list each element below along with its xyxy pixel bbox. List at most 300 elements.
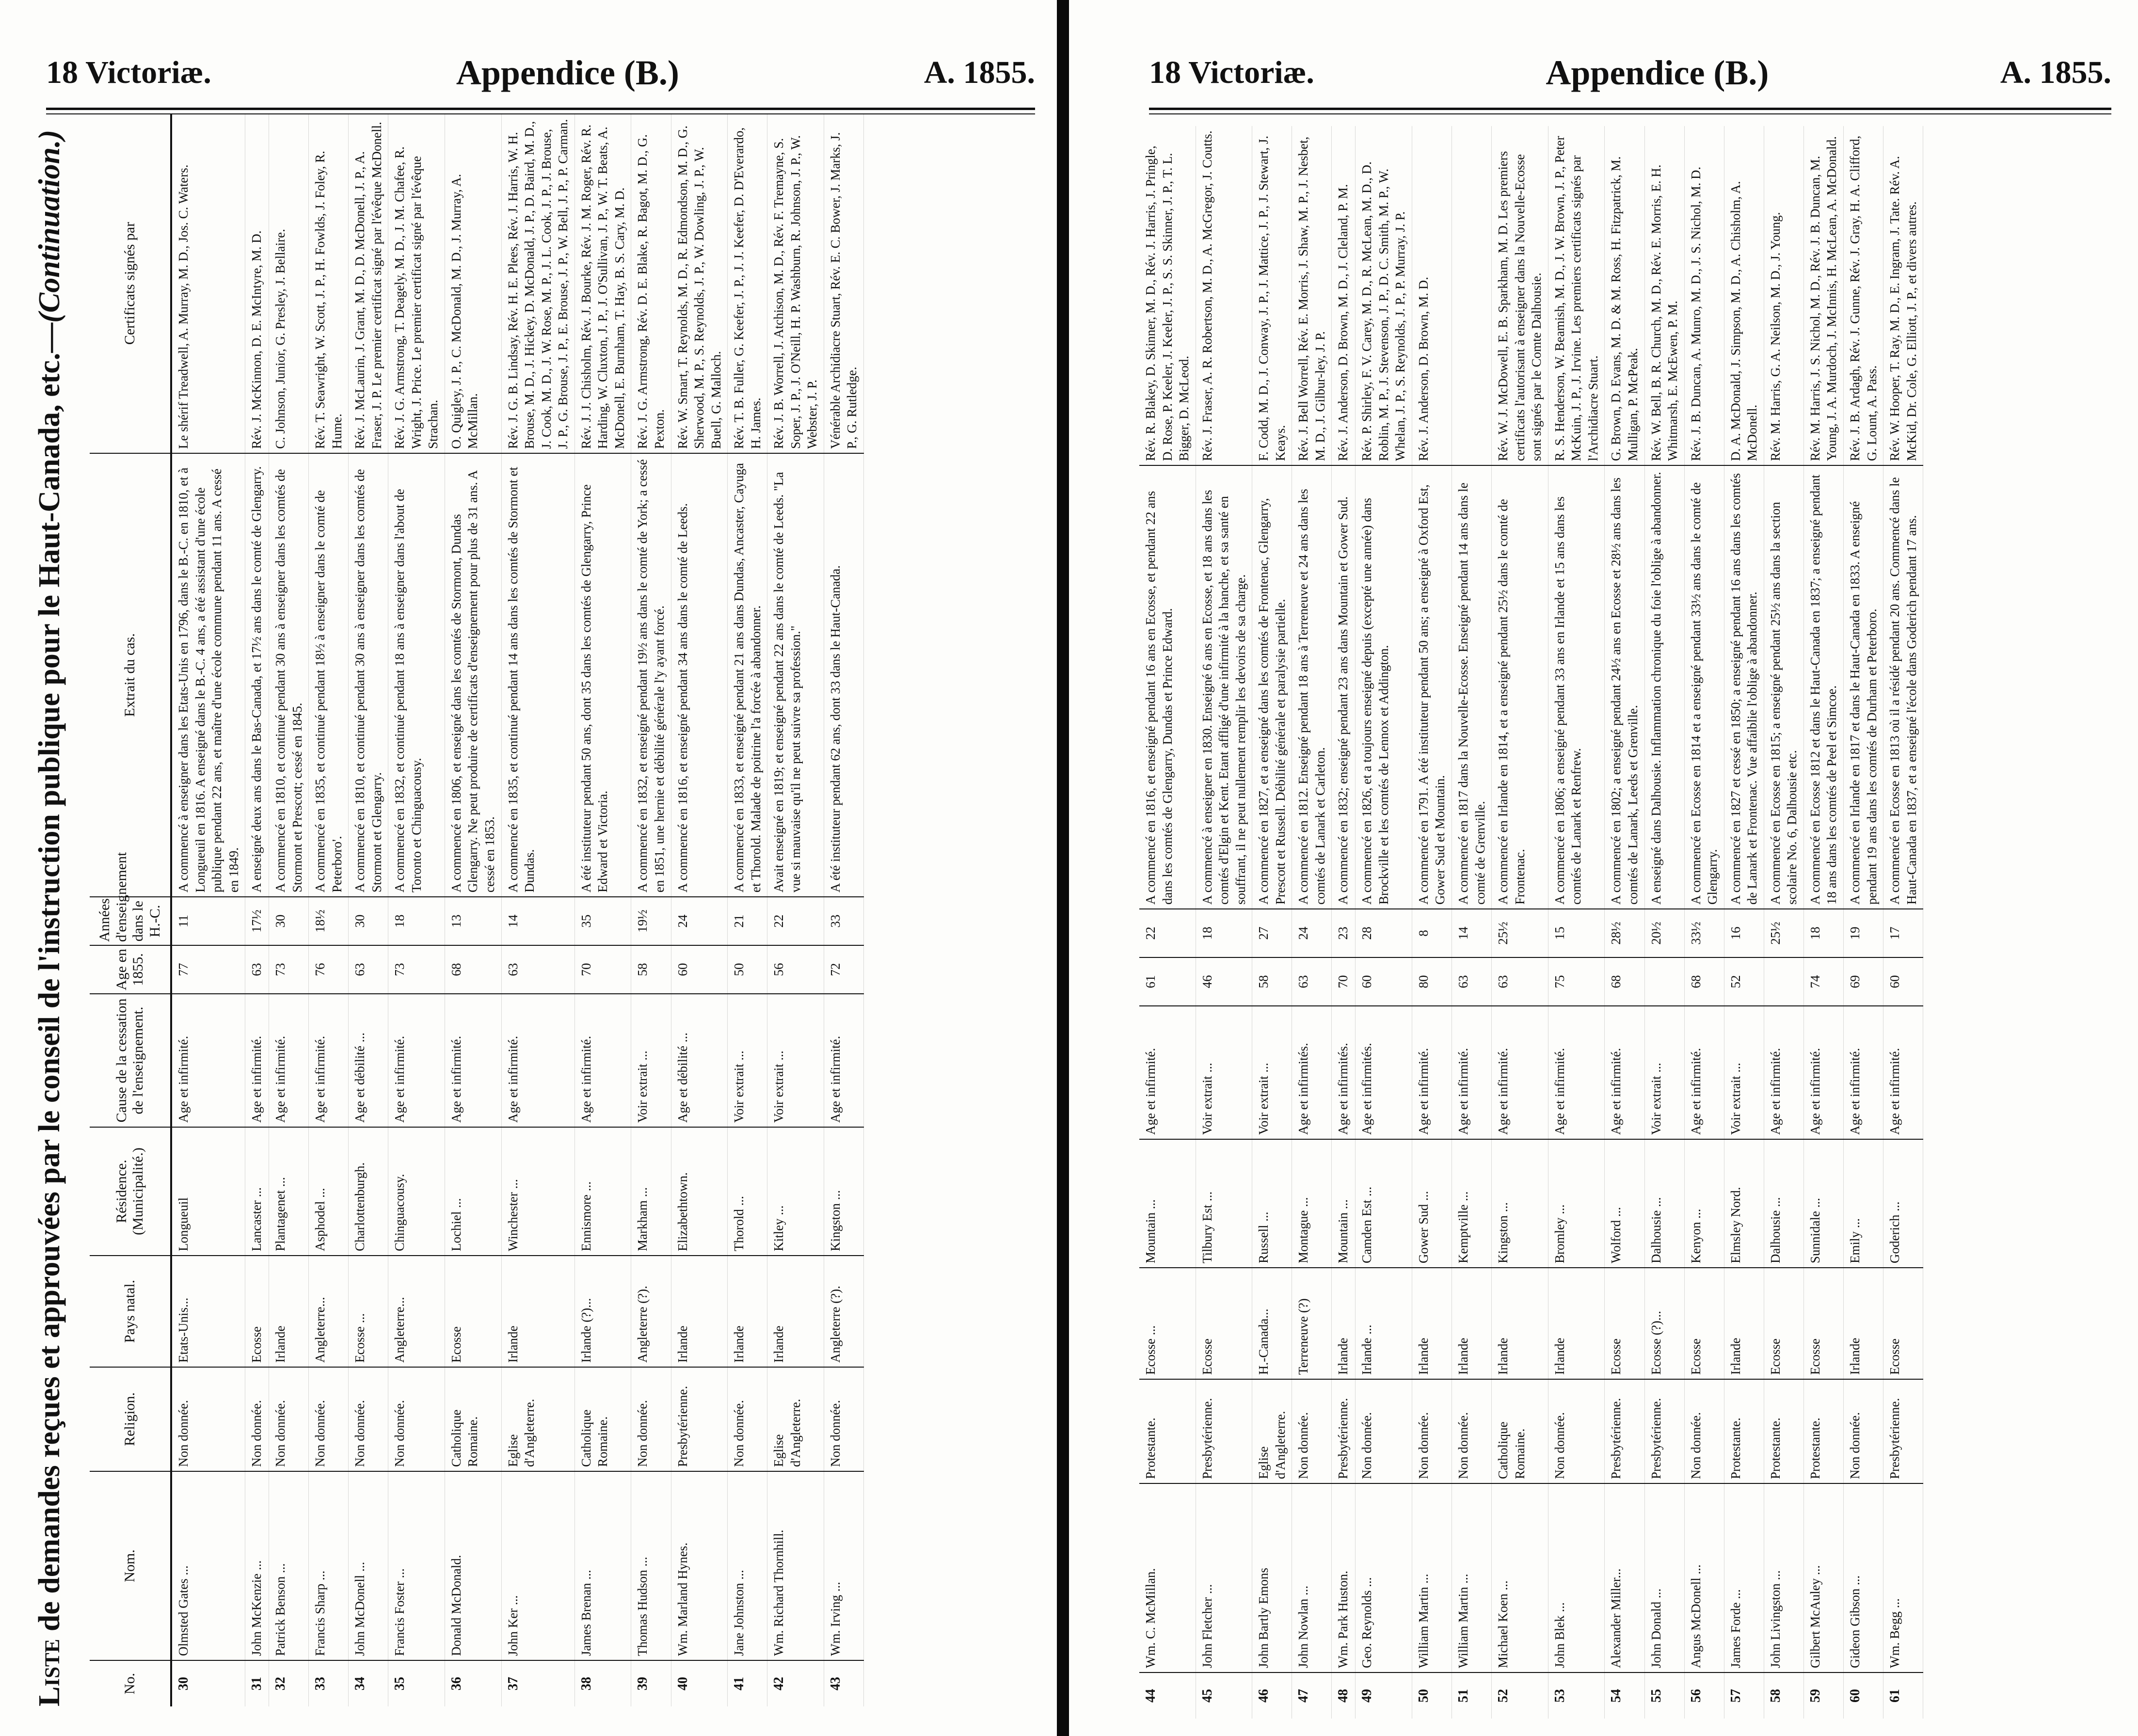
cell-extract: A commencé à enseigner en 1830. Enseigné 6 ans en Ecosse, et 18 ans dans les comtés d'Elgin et Kent. Etant affligé d'une infirmité à la hanche, et sa santé en souffrant, il ne peut nullement remplir les devoirs de sa charge. xyxy=(1196,465,1252,909)
cell-name: John Donald ... xyxy=(1644,1483,1684,1672)
cell-residence: Elmsley Nord. xyxy=(1724,1139,1764,1268)
cell-age: 52 xyxy=(1724,957,1764,1006)
cell-cause: Age et infirmité. xyxy=(1548,1006,1605,1139)
list-title xyxy=(22,107,78,1706)
cell-religion: Non donnée. xyxy=(631,1367,671,1471)
cell-residence: Kitley ... xyxy=(767,1127,824,1256)
table-row xyxy=(1292,126,1332,1719)
cell-years: 27 xyxy=(1252,909,1292,957)
cell-cause: Voir extrait ... xyxy=(1252,1006,1292,1139)
cell-religion: Catholique Romaine. xyxy=(1492,1379,1548,1483)
cell-birthplace: Angleterre... xyxy=(388,1256,445,1367)
cell-extract: A été instituteur pendant 62 ans, dont 33 dans le Haut-Canada. xyxy=(824,453,863,897)
cell-birthplace: Ecosse ... xyxy=(1139,1268,1196,1379)
cell-cause: Age et infirmité. xyxy=(1883,1006,1923,1139)
table-row xyxy=(574,114,631,1706)
cell-cause: Age et infirmité. xyxy=(1492,1006,1548,1139)
cell-name: Francis Sharp ... xyxy=(309,1471,349,1660)
table-row xyxy=(1412,126,1452,1719)
cell-extract: A commencé en 1832; enseigné pendant 23 ans dans Mountain et Gower Sud. xyxy=(1332,465,1356,909)
header-appendix: Appendice (B.) xyxy=(1546,53,1769,92)
table-row xyxy=(1196,126,1252,1719)
cell-name: William Martin ... xyxy=(1412,1483,1452,1672)
cell-certificates: Rév. J. Anderson, D. Brown, M. D. xyxy=(1412,126,1452,465)
cell-cause: Age et infirmité. xyxy=(309,994,349,1127)
cell-birthplace: Angleterre... xyxy=(309,1256,349,1367)
cell-religion: Non donnée. xyxy=(1843,1379,1883,1483)
cell-extract: A commencé en 1832, et continué pendant 18 ans à enseigner dans l'about de Toronto et Chinguacousy. xyxy=(388,453,445,897)
cell-cause: Age et infirmité. xyxy=(1452,1006,1492,1139)
cell-years: 18 xyxy=(1803,909,1843,957)
cell-certificates: Rév. J. Bell Worrell, Rév. E. Morris, J. Shaw, M. P., J. Nesbet, M. D., J. Gilbur-ley, J. P. xyxy=(1292,126,1332,465)
cell-name: John Nowlan ... xyxy=(1292,1483,1332,1672)
cell-years: 24 xyxy=(1292,909,1332,957)
cell-years: 33 xyxy=(824,897,863,945)
cell-age: 63 xyxy=(1292,957,1332,1006)
cell-cause: Age et débilité ... xyxy=(349,994,388,1127)
cell-residence: Mountain ... xyxy=(1139,1139,1196,1268)
cell-age: 73 xyxy=(388,945,445,994)
cell-extract: A commencé en 1806, et enseigné dans les comtés de Stormont, Dundas Glengarry. Ne peut produire de certificats d'enseignement pour plus de 31 ans. A cessé en 1853. xyxy=(445,453,501,897)
cell-residence: Plantagenet ... xyxy=(269,1127,309,1256)
left-page xyxy=(0,0,1057,1736)
cell-extract: A enseigné deux ans dans le Bas-Canada, et 17½ ans dans le comté de Glengarry. xyxy=(245,453,269,897)
cell-religion: Presbytérienne. xyxy=(671,1367,728,1471)
cell-cause: Voir extrait ... xyxy=(767,994,824,1127)
cell-residence: Winchester ... xyxy=(501,1127,574,1256)
header-appendix: Appendice (B.) xyxy=(456,53,679,92)
cell-certificates: Rév. W. Smart, T. Reynolds, M. D., R. Edmondson, M. D., G. Sherwood, M. P., S. Reynolds, J. P., W. Dowling, J. P., W. Buell, G. Malloch. xyxy=(671,114,728,453)
table-body xyxy=(1139,126,1923,1719)
table-row xyxy=(1644,126,1684,1719)
cell-religion: Presbytérienne. xyxy=(1605,1379,1644,1483)
cell-years: 18 xyxy=(388,897,445,945)
rotated-content xyxy=(22,107,1040,1706)
cell-no: 31 xyxy=(245,1660,269,1706)
table-row xyxy=(1843,126,1883,1719)
cell-extract: A commencé à enseigner dans les Etats-Unis en 1796, dans le B.-C. en 1810, et à Longueuil en 1816. A enseigné dans le B.-C. 4 ans, a été assistant d'une école publique pendant 22 ans, et maître d'une école commune pendant 11 ans. A cessé en 1849. xyxy=(171,453,245,897)
col-header-age: Age en 1855. xyxy=(90,945,171,994)
cell-age: 70 xyxy=(1332,957,1356,1006)
cell-age: 68 xyxy=(445,945,501,994)
cell-residence: Dalhousie ... xyxy=(1764,1139,1803,1268)
col-header-annees: Années d'enseignement dans le H.-C. xyxy=(90,897,171,945)
cell-residence: Chinguacousy. xyxy=(388,1127,445,1256)
cell-years: 17½ xyxy=(245,897,269,945)
cell-cause: Age et infirmité. xyxy=(1412,1006,1452,1139)
cell-religion: Eglise d'Angleterre. xyxy=(767,1367,824,1471)
cell-extract: A commencé en 1826, et a toujours enseigné depuis (excepté une année) dans Brockville et les comtés de Lennox et Addington. xyxy=(1356,465,1412,909)
cell-birthplace: Irlande (?)... xyxy=(574,1256,631,1367)
cell-religion: Non donnée. xyxy=(824,1367,863,1471)
cell-no: 55 xyxy=(1644,1672,1684,1719)
cell-religion: Non donnée. xyxy=(349,1367,388,1471)
cell-certificates: C. Johnson, Junior, G. Presley, J. Bellaire. xyxy=(269,114,309,453)
cell-birthplace: Irlande xyxy=(1843,1268,1883,1379)
col-header-cause: Cause de la cessation de l'enseignement. xyxy=(90,994,171,1127)
cell-age xyxy=(1764,957,1803,1006)
list-title-text: de demandes reçues et approuvées par le conseil de l'instruction publique pour le Haut-Canada, etc.— xyxy=(33,322,66,1639)
table-row xyxy=(501,114,574,1706)
cell-certificates: Rév. J. B. Ardagh, Rév. J. Gunne, Rév. J. Gray, H. A. Clifford, G. Lount, A. Pass. xyxy=(1843,126,1883,465)
cell-years: 25½ xyxy=(1764,909,1803,957)
cell-years: 19½ xyxy=(631,897,671,945)
col-header-no: No. xyxy=(90,1660,171,1706)
cell-certificates: Rév. R. Blakey, D. Skinner, M. D., Rév. J. Harris, J. Pringle, D. Rose, P. Keeler, J. Keeler, J. P., S. S. Skinner, J. P., T. L. Bigger, D. McLeod. xyxy=(1139,126,1196,465)
cell-residence: Lochiel ... xyxy=(445,1127,501,1256)
table-header-row xyxy=(90,114,171,1706)
list-title-first-word: Liste xyxy=(33,1639,66,1706)
table-row xyxy=(309,114,349,1706)
cell-religion: Presbytérienne. xyxy=(1883,1379,1923,1483)
cell-religion: Non donnée. xyxy=(728,1367,767,1471)
cell-name: Michael Koen ... xyxy=(1492,1483,1548,1672)
table-row xyxy=(671,114,728,1706)
cell-age: 58 xyxy=(631,945,671,994)
cell-cause: Voir extrait ... xyxy=(631,994,671,1127)
cell-name: William Martin ... xyxy=(1452,1483,1492,1672)
cell-residence: Longueuil xyxy=(171,1127,245,1256)
cell-extract: A commencé en Irlande en 1817 et dans le Haut-Canada en 1833. A enseigné pendant 19 ans dans les comtés de Durham et Peterboro. xyxy=(1843,465,1883,909)
cell-residence: Russell ... xyxy=(1252,1139,1292,1268)
cell-name: John Blek ... xyxy=(1548,1483,1605,1672)
cell-extract: A commencé en 1817 dans la Nouvelle-Ecosse. Enseigné pendant 14 ans dans le comté de Grenville. xyxy=(1452,465,1492,909)
cell-age: 60 xyxy=(1883,957,1923,1006)
cell-residence: Kingston ... xyxy=(824,1127,863,1256)
cell-birthplace: Ecosse (?)... xyxy=(1644,1268,1684,1379)
table-row xyxy=(1803,126,1843,1719)
cell-certificates: Rév. J. B. Worrell, J. Atchison, M. D., Rév. F. Tremayne, S. Soper, J. P., J. O'Neill, H. P. Washburn, R. Johnson, J. P., W. Webster, J. P. xyxy=(767,114,824,453)
cell-certificates: O. Quigley, J. P., C. McDonald, M. D., J. Murray, A. McMillan. xyxy=(445,114,501,453)
cell-name: John Fletcher ... xyxy=(1196,1483,1252,1672)
table-row xyxy=(1332,126,1356,1719)
cell-age: 70 xyxy=(574,945,631,994)
cell-name: John Bartly Emons xyxy=(1252,1483,1292,1672)
applications-table-continued xyxy=(1139,126,1923,1719)
cell-religion: Non donnée. xyxy=(1292,1379,1332,1483)
cell-birthplace: Irlande ... xyxy=(1356,1268,1412,1379)
cell-extract: A commencé en 1806; a enseigné pendant 33 ans en Irlande et 15 ans dans les comtés de Lanark et Renfrew. xyxy=(1548,465,1605,909)
cell-certificates: F. Codd, M. D., J. Conway, J. P., J. Mattice, J. P., J. Stewart, J. Keays. xyxy=(1252,126,1292,465)
cell-religion: Non donnée. xyxy=(245,1367,269,1471)
cell-age: 68 xyxy=(1684,957,1724,1006)
cell-residence: Charlottenburgh. xyxy=(349,1127,388,1256)
cell-name: Patrick Benson ... xyxy=(269,1471,309,1660)
cell-no: 61 xyxy=(1883,1672,1923,1719)
cell-no: 43 xyxy=(824,1660,863,1706)
table-row xyxy=(1252,126,1292,1719)
cell-extract: A commencé en 1810, et continué pendant 30 ans à enseigner dans les comtés de Stormont et Glengarry. xyxy=(349,453,388,897)
cell-years: 15 xyxy=(1548,909,1605,957)
cell-no: 56 xyxy=(1684,1672,1724,1719)
cell-cause: Age et infirmité. xyxy=(1843,1006,1883,1139)
cell-religion: Non donnée. xyxy=(1356,1379,1412,1483)
cell-extract: A enseigné dans Dalhousie. Inflammation chronique du foie l'oblige à abandonner. xyxy=(1644,465,1684,909)
list-title-continuation: (Continuation.) xyxy=(33,129,66,323)
cell-no: 45 xyxy=(1196,1672,1252,1719)
cell-years: 33½ xyxy=(1684,909,1724,957)
cell-no: 37 xyxy=(501,1660,574,1706)
right-page xyxy=(1069,0,2138,1736)
cell-cause: Age et infirmité. xyxy=(171,994,245,1127)
cell-name: Angus McDonell ... xyxy=(1684,1483,1724,1672)
table-row xyxy=(1452,126,1492,1719)
cell-age: 74 xyxy=(1803,957,1843,1006)
cell-name: Alexander Miller... xyxy=(1605,1483,1644,1672)
cell-religion: Protestante. xyxy=(1139,1379,1196,1483)
cell-years: 11 xyxy=(171,897,245,945)
cell-cause: Age et infirmité. xyxy=(1803,1006,1843,1139)
cell-no: 49 xyxy=(1356,1672,1412,1719)
table-row xyxy=(767,114,824,1706)
cell-years: 13 xyxy=(445,897,501,945)
cell-cause: Age et infirmité. xyxy=(245,994,269,1127)
cell-name: Gideon Gibson ... xyxy=(1843,1483,1883,1672)
cell-birthplace: Ecosse xyxy=(1605,1268,1644,1379)
cell-name: Wm. C. McMillan. xyxy=(1139,1483,1196,1672)
cell-residence: Lancaster ... xyxy=(245,1127,269,1256)
cell-no: 60 xyxy=(1843,1672,1883,1719)
cell-extract: A été instituteur pendant 50 ans, dont 35 dans les comtés de Glengarry, Prince Edward et Victoria. xyxy=(574,453,631,897)
cell-no: 40 xyxy=(671,1660,728,1706)
cell-birthplace: Angleterre (?). xyxy=(631,1256,671,1367)
cell-birthplace: Ecosse ... xyxy=(349,1256,388,1367)
cell-name: James Brenan ... xyxy=(574,1471,631,1660)
cell-years: 21 xyxy=(728,897,767,945)
cell-certificates: Rév. J. McLaurin, J. Grant, M. D., D. McDonell, J. P., A. Fraser, J. P. Le premier certificat signé par l'évêque McDonell. xyxy=(349,114,388,453)
table-row xyxy=(1724,126,1764,1719)
cell-years: 18½ xyxy=(309,897,349,945)
cell-certificates: Le shérif Treadwell, A. Murray, M. D., Jos. C. Waters. xyxy=(171,114,245,453)
cell-name: Jane Johnston ... xyxy=(728,1471,767,1660)
cell-no: 32 xyxy=(269,1660,309,1706)
header-session: 18 Victoriæ. xyxy=(1149,55,1314,90)
cell-age: 68 xyxy=(1605,957,1644,1006)
cell-no: 50 xyxy=(1412,1672,1452,1719)
cell-residence: Thorold ... xyxy=(728,1127,767,1256)
cell-years: 14 xyxy=(501,897,574,945)
cell-birthplace: Ecosse xyxy=(1803,1268,1843,1379)
cell-years: 30 xyxy=(269,897,309,945)
cell-cause: Voir extrait ... xyxy=(1644,1006,1684,1139)
cell-cause: Age et infirmité. xyxy=(824,994,863,1127)
cell-birthplace: Irlande xyxy=(1452,1268,1492,1379)
table-row xyxy=(445,114,501,1706)
cell-age: 63 xyxy=(501,945,574,994)
page-header xyxy=(1149,46,2111,99)
cell-certificates: Rév. J. McKinnon, D. E. McIntyre, M. D. xyxy=(245,114,269,453)
cell-residence: Kemptville ... xyxy=(1452,1139,1492,1268)
cell-name: John McDonell ... xyxy=(349,1471,388,1660)
cell-name: James Forde ... xyxy=(1724,1483,1764,1672)
table-row xyxy=(269,114,309,1706)
cell-age: 77 xyxy=(171,945,245,994)
cell-no: 53 xyxy=(1548,1672,1605,1719)
cell-residence: Elizabethtown. xyxy=(671,1127,728,1256)
cell-cause: Age et infirmité. xyxy=(445,994,501,1127)
header-year: A. 1855. xyxy=(2000,55,2111,90)
cell-name: Olmsted Gates ... xyxy=(171,1471,245,1660)
cell-age: 50 xyxy=(728,945,767,994)
cell-extract: A commencé en 1832, et enseigné pendant 19½ ans dans le comté de York; a cessé en 1851, une hernie et débilité générale l'y ayant forcé. xyxy=(631,453,671,897)
cell-birthplace: Ecosse xyxy=(445,1256,501,1367)
col-header-religion: Religion. xyxy=(90,1367,171,1471)
cell-name: Wm. Richard Thornhill. xyxy=(767,1471,824,1660)
cell-extract: A commencé en 1816, et enseigné pendant 34 ans dans le comté de Leeds. xyxy=(671,453,728,897)
cell-residence: Mountain ... xyxy=(1332,1139,1356,1268)
cell-age: 60 xyxy=(1356,957,1412,1006)
cell-cause: Voir extrait ... xyxy=(728,994,767,1127)
cell-birthplace: Irlande xyxy=(1332,1268,1356,1379)
cell-years: 16 xyxy=(1724,909,1764,957)
cell-name: John McKenzie ... xyxy=(245,1471,269,1660)
cell-cause: Age et infirmité. xyxy=(574,994,631,1127)
cell-extract: A commencé en 1827, et a enseigné dans les comtés de Frontenac, Glengarry, Prescott et Russell. Débilité générale et paralysie partielle. xyxy=(1252,465,1292,909)
cell-extract: A commencé en Ecosse en 1813 où il a résidé pendant 20 ans. Commencé dans le Haut-Canada en 1837, et a enseigné l'école dans Goderich pendant 17 ans. xyxy=(1883,465,1923,909)
cell-certificates: Rév. J. Anderson, D. Brown, M. D., J. Cleland, P. M. xyxy=(1332,126,1356,465)
cell-certificates: Rév. J. G. Armstrong, Rév. D. E. Blake, R. Bagot, M. D., G. Pexton. xyxy=(631,114,671,453)
cell-years: 17 xyxy=(1883,909,1923,957)
cell-residence: Emily ... xyxy=(1843,1139,1883,1268)
cell-birthplace: Ecosse xyxy=(1684,1268,1724,1379)
cell-extract: A commencé en 1835, et continué pendant 18½ à enseigner dans le comté de Peterboro'. xyxy=(309,453,349,897)
header-session: 18 Victoriæ. xyxy=(46,55,211,90)
cell-birthplace: Terreneuve (?) xyxy=(1292,1268,1332,1379)
cell-no: 44 xyxy=(1139,1672,1196,1719)
table-row xyxy=(349,114,388,1706)
cell-no: 36 xyxy=(445,1660,501,1706)
cell-cause: Age et infirmité. xyxy=(1139,1006,1196,1139)
cell-years: 28 xyxy=(1356,909,1412,957)
cell-birthplace: Irlande xyxy=(501,1256,574,1367)
cell-extract: A commencé en 1827 et cessé en 1850; a enseigné pendant 16 ans dans les comtés de Lanark et Frontenac. Vue affaiblie l'oblige à abandonner. xyxy=(1724,465,1764,909)
col-header-pays: Pays natal. xyxy=(90,1256,171,1367)
cell-birthplace: Irlande xyxy=(728,1256,767,1367)
cell-age: 75 xyxy=(1548,957,1605,1006)
cell-name: Gilbert McAuley ... xyxy=(1803,1483,1843,1672)
cell-no: 30 xyxy=(171,1660,245,1706)
cell-religion: Non donnée. xyxy=(1548,1379,1605,1483)
cell-years: 25½ xyxy=(1492,909,1548,957)
cell-name: John Ker ... xyxy=(501,1471,574,1660)
cell-residence: Montague ... xyxy=(1292,1139,1332,1268)
table-row xyxy=(1764,126,1803,1719)
cell-religion: Non donnée. xyxy=(309,1367,349,1471)
cell-no: 58 xyxy=(1764,1672,1803,1719)
col-header-certificats: Certificats signés par xyxy=(90,114,171,453)
cell-name: John Livingston ... xyxy=(1764,1483,1803,1672)
cell-religion: Protestante. xyxy=(1764,1379,1803,1483)
cell-residence: Asphodel ... xyxy=(309,1127,349,1256)
cell-years: 24 xyxy=(671,897,728,945)
cell-years: 18 xyxy=(1196,909,1252,957)
cell-religion: Catholique Romaine. xyxy=(574,1367,631,1471)
cell-age: 73 xyxy=(269,945,309,994)
cell-no: 38 xyxy=(574,1660,631,1706)
table-row xyxy=(1605,126,1644,1719)
col-header-nom: Nom. xyxy=(90,1471,171,1660)
cell-extract: A commencé en Ecosse en 1815; a enseigné pendant 25½ ans dans la section scolaire No. 6, Dalhousie etc. xyxy=(1764,465,1803,909)
cell-residence: Bromley ... xyxy=(1548,1139,1605,1268)
cell-extract: A commencé en 1810, et continué pendant 30 ans à enseigner dans les comtés de Stormont et Prescott; cessé en 1845. xyxy=(269,453,309,897)
cell-name: Thomas Hudson ... xyxy=(631,1471,671,1660)
cell-years: 23 xyxy=(1332,909,1356,957)
cell-no: 34 xyxy=(349,1660,388,1706)
cell-religion: Catholique Romaine. xyxy=(445,1367,501,1471)
table-row xyxy=(631,114,671,1706)
cell-cause: Age et infirmité. xyxy=(501,994,574,1127)
cell-religion: Protestante. xyxy=(1724,1379,1764,1483)
cell-birthplace: Ecosse xyxy=(245,1256,269,1367)
cell-age xyxy=(1644,957,1684,1006)
cell-birthplace: Ecosse xyxy=(1883,1268,1923,1379)
header-rule xyxy=(1149,108,2111,110)
cell-extract: A commencé en 1816, et enseigné pendant 16 ans en Ecosse, et pendant 22 ans dans les comtés de Glengarry, Dundas et Prince Edward. xyxy=(1139,465,1196,909)
cell-religion: Non donnée. xyxy=(388,1367,445,1471)
cell-cause: Age et infirmités. xyxy=(1332,1006,1356,1139)
cell-no: 47 xyxy=(1292,1672,1332,1719)
cell-name: Wm. Begg ... xyxy=(1883,1483,1923,1672)
cell-age: 46 xyxy=(1196,957,1252,1006)
cell-certificates: Rév. W. Hooper, T. Ray, M. D., E. Ingram, J. Tate. Rév. A. McKid, Dr. Cole, G. Elliott, J. P., et divers autres. xyxy=(1883,126,1923,465)
cell-birthplace: Irlande xyxy=(1492,1268,1548,1379)
page-header xyxy=(46,46,1035,99)
cell-birthplace: Irlande xyxy=(269,1256,309,1367)
cell-years: 14 xyxy=(1452,909,1492,957)
cell-birthplace: Ecosse xyxy=(1764,1268,1803,1379)
cell-no: 54 xyxy=(1605,1672,1644,1719)
cell-birthplace: H.-Canada... xyxy=(1252,1268,1292,1379)
cell-no: 57 xyxy=(1724,1672,1764,1719)
cell-age: 63 xyxy=(1452,957,1492,1006)
cell-certificates xyxy=(1452,126,1492,465)
book-gutter xyxy=(1057,0,1069,1736)
cell-religion: Presbytérienne. xyxy=(1332,1379,1356,1483)
table-row xyxy=(171,114,245,1706)
cell-cause: Age et infirmité. xyxy=(1684,1006,1724,1139)
cell-no: 33 xyxy=(309,1660,349,1706)
cell-age: 58 xyxy=(1252,957,1292,1006)
cell-cause: Age et infirmités. xyxy=(1356,1006,1412,1139)
cell-birthplace: Irlande xyxy=(1412,1268,1452,1379)
cell-age: 61 xyxy=(1139,957,1196,1006)
table-row xyxy=(388,114,445,1706)
cell-cause: Age et débilité ... xyxy=(671,994,728,1127)
cell-age: 80 xyxy=(1412,957,1452,1006)
cell-no: 51 xyxy=(1452,1672,1492,1719)
rotated-content xyxy=(1139,119,2114,1719)
cell-age: 63 xyxy=(1492,957,1548,1006)
cell-certificates: G. Brown, D. Evans, M. D. & M. Ross, H. Fitzpatrick, M. Mulligan, P. McPeak. xyxy=(1605,126,1644,465)
cell-name: Wm. Marland Hynes. xyxy=(671,1471,728,1660)
cell-age: 56 xyxy=(767,945,824,994)
cell-name: Wm. Irving ... xyxy=(824,1471,863,1660)
cell-extract: Avait enseigné en 1819; et enseigné pendant 22 ans dans le comté de Leeds. "La vue si mauvaise qu'il ne peut suivre sa profession." xyxy=(767,453,824,897)
cell-certificates: Rév. P. Shirley, F. V. Carey, M. D., R. McLean, M. D., D. Roblin, M. P., J. Stevenson, J. P., D. C. Smith, M. P., W. Whelan, J. P., S. Reynolds, J. P., P. Murray, J. P. xyxy=(1356,126,1412,465)
cell-certificates: Rév. W. Bell, B. R. Church, M. D., Rév. E. Morris, E. H. Whitmarsh, E. McEwen, P. M. xyxy=(1644,126,1684,465)
table-row xyxy=(1139,126,1196,1719)
cell-religion: Protestante. xyxy=(1803,1379,1843,1483)
cell-name: Geo. Reynolds ... xyxy=(1356,1483,1412,1672)
cell-certificates: Rév. M. Harris, J. S. Nichol, M. D., Rév. J. B. Duncan, M. Young, J. A. Murdoch, J. McInnis, H. McLean, A. McDonald. xyxy=(1803,126,1843,465)
cell-birthplace: Irlande xyxy=(671,1256,728,1367)
cell-religion: Non donnée. xyxy=(1452,1379,1492,1483)
cell-no: 48 xyxy=(1332,1672,1356,1719)
cell-years: 20½ xyxy=(1644,909,1684,957)
cell-residence: Sunnidale ... xyxy=(1803,1139,1843,1268)
col-header-residence: Résidence. (Municipalité.) xyxy=(90,1127,171,1256)
cell-years: 35 xyxy=(574,897,631,945)
